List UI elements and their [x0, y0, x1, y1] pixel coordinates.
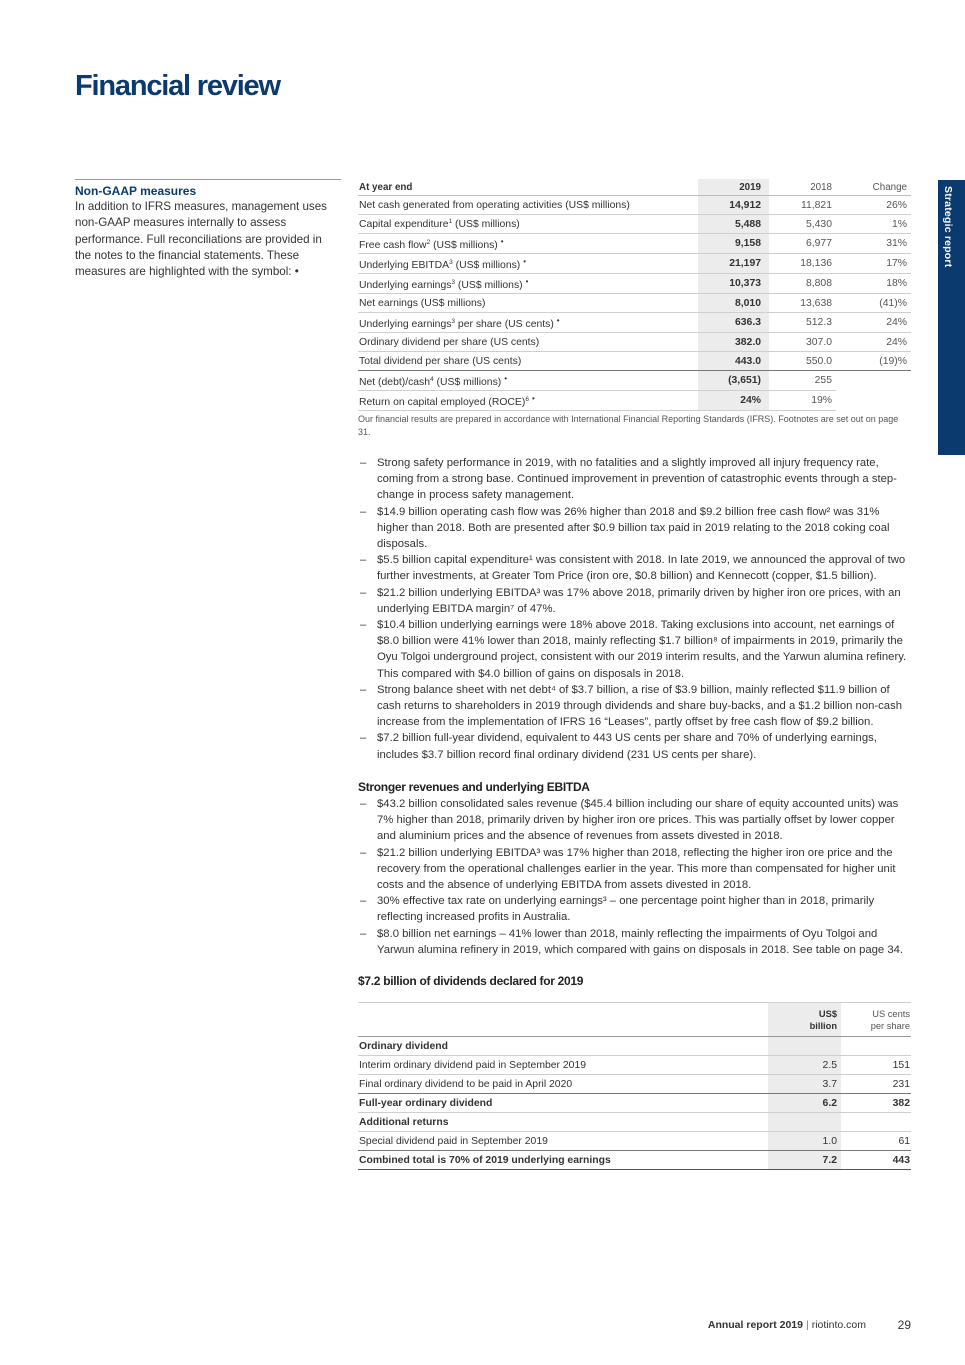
value-change: [836, 391, 911, 411]
row-label: Net earnings (US$ millions): [359, 297, 486, 309]
row-label: Additional returns: [358, 1113, 768, 1132]
table-row: [358, 1056, 911, 1075]
list-item: – Strong balance sheet with net debt⁴ of $3.7 billion, a rise of $3.9 billion, mainly reflected $11.9 billion of cash returns to shareholders in 2019 through dividends and share buy-backs, and a $1.2 billion non-cash increase from the implementation of IFRS 16 “Leases”, partly offset by free cash flow of $9.2 billion.: [358, 682, 910, 731]
row-label-suffix: (US$ millions): [452, 259, 521, 271]
value-change: 26%: [836, 196, 911, 215]
highlights-list: [358, 455, 910, 763]
list-item: – $10.4 billion underlying earnings were 18% above 2018. Taking exclusions into account, net earnings of $8.0 billion were 41% lower than 2018, mainly reflecting $1.7 billion⁸ of impairments in 2019, primarily the Oyu Tolgoi underground project, consistent with our 2019 interim results, and the Yarwun alumina refinery. This compared with $4.0 billion of gains on disposals in 2018.: [358, 617, 910, 682]
value-2019: 8,010: [698, 294, 769, 313]
footnote-ref: 4: [430, 375, 434, 383]
value-usd: 2.5: [768, 1056, 841, 1075]
table-row: [358, 234, 911, 254]
row-label-suffix: (US$ millions): [455, 279, 523, 291]
footnote-ref: 6: [525, 395, 529, 403]
list-item: – $7.2 billion full-year dividend, equivalent to 443 US cents per share and 70% of underlying earnings, includes $3.7 billion record final ordinary dividend (231 US cents per share).: [358, 730, 910, 762]
header-cents-line2: per share: [870, 1021, 910, 1031]
kpi-table: [358, 179, 911, 411]
table-row: [358, 333, 911, 352]
value-2018: 255: [769, 371, 836, 391]
kpi-header-change: Change: [836, 179, 911, 196]
value-2018: 18,136: [769, 254, 836, 274]
dividend-header-usd: [768, 1003, 841, 1037]
value-2019: 636.3: [698, 313, 769, 333]
footer-report-title: Annual report 2019: [707, 1319, 803, 1331]
table-row: [358, 215, 911, 234]
revenue-list: [358, 796, 910, 958]
value-change: 1%: [836, 215, 911, 234]
value-2018: 6,977: [769, 234, 836, 254]
list-item: – $21.2 billion underlying EBITDA³ was 17% above 2018, primarily driven by higher iron ore prices, with an underlying EBITDA margin⁷ of 47%.: [358, 585, 910, 617]
dividend-heading: $7.2 billion of dividends declared for 2019: [358, 974, 584, 988]
table-row: [358, 1132, 911, 1151]
row-label: Capital expenditure: [359, 218, 449, 230]
table-row: [358, 294, 911, 313]
row-label: Ordinary dividend per share (US cents): [359, 336, 540, 348]
value-2018: 5,430: [769, 215, 836, 234]
value-change: 17%: [836, 254, 911, 274]
dividend-header-cents: [841, 1003, 911, 1037]
value-change: 18%: [836, 274, 911, 294]
value-usd: [768, 1113, 841, 1132]
list-item: – 30% effective tax rate on underlying earnings³ – one percentage point higher than in 2018, primarily reflecting increased profits in Australia.: [358, 893, 910, 925]
header-cents-line1: US cents: [872, 1009, 910, 1019]
page-title: Financial review: [75, 70, 280, 102]
value-2018: 550.0: [769, 352, 836, 371]
value-change: (19)%: [836, 352, 911, 371]
non-gaap-dot-icon: •: [556, 315, 560, 325]
table-row: [358, 274, 911, 294]
table-row: [358, 371, 911, 391]
row-label-suffix: (US$ millions): [430, 239, 498, 251]
non-gaap-dot-icon: •: [523, 256, 527, 266]
value-2019: 24%: [698, 391, 769, 411]
value-change: (41)%: [836, 294, 911, 313]
non-gaap-heading: Non-GAAP measures: [75, 184, 197, 198]
value-usd: 6.2: [768, 1094, 841, 1113]
value-2019: 443.0: [698, 352, 769, 371]
value-2019: (3,651): [698, 371, 769, 391]
value-usd: [768, 1037, 841, 1056]
footnote-ref: 2: [426, 238, 431, 246]
row-label: Combined total is 70% of 2019 underlying earnings: [358, 1151, 768, 1170]
non-gaap-text: In addition to IFRS measures, management uses non-GAAP measures internally to assess performance. Full reconciliations are provided in the notes to the financial statements. These measures are highlighted with the symbol: •: [75, 200, 327, 279]
table-row: [358, 1075, 911, 1094]
row-label: Final ordinary dividend to be paid in April 2020: [358, 1075, 768, 1094]
value-2018: 13,638: [769, 294, 836, 313]
page-number: 29: [897, 1318, 911, 1332]
table-row: [358, 196, 911, 215]
row-label: Special dividend paid in September 2019: [358, 1132, 768, 1151]
list-item: – Strong safety performance in 2019, with no fatalities and a slightly improved all injury frequency rate, coming from a strong base. Continued improvement in prevention of catastrophic events through a step-change in process safety management.: [358, 455, 910, 504]
row-label: Total dividend per share (US cents): [359, 355, 522, 367]
value-2019: 9,158: [698, 234, 769, 254]
dividend-header-row: [358, 1003, 911, 1037]
section-tab[interactable]: [938, 180, 965, 455]
non-gaap-dot-icon: •: [525, 276, 529, 286]
dividend-table: [358, 1002, 911, 1170]
footnote-ref: 3: [451, 317, 456, 325]
revenue-heading: Stronger revenues and underlying EBITDA: [358, 780, 590, 794]
value-2019: 21,197: [698, 254, 769, 274]
list-item: – $8.0 billion net earnings – 41% lower than 2018, mainly reflecting the impairments of Oyu Tolgoi and Yarwun alumina refinery in 2019, which compared with gains on disposals in 2018. See table on page 34.: [358, 926, 910, 958]
list-item: – $5.5 billion capital expenditure¹ was consistent with 2018. In late 2019, we announced the approval of two further investments, at Greater Tom Price (iron ore, $0.8 billion) and Kennecott (copper, $1.5 billion).: [358, 552, 910, 584]
value-change: 24%: [836, 333, 911, 352]
footer-website-link[interactable]: riotinto.com: [811, 1319, 866, 1331]
row-label: Ordinary dividend: [358, 1037, 768, 1056]
value-cents: 151: [841, 1056, 911, 1075]
value-2018: 19%: [769, 391, 836, 411]
value-2018: 512.3: [769, 313, 836, 333]
value-cents: 61: [841, 1132, 911, 1151]
value-2018: 307.0: [769, 333, 836, 352]
footnote-ref: 3: [451, 278, 456, 286]
row-label: Interim ordinary dividend paid in September 2019: [358, 1056, 768, 1075]
row-label-suffix: per share (US cents): [455, 318, 554, 330]
table-row: [358, 254, 911, 274]
list-item: – $21.2 billion underlying EBITDA³ was 17% higher than 2018, reflecting the higher iron ore price and the recovery from the operational challenges earlier in the year. This more than compensated for higher unit costs and the absence of underlying EBITDA from assets divested in 2018.: [358, 845, 910, 894]
row-label: Net cash generated from operating activities (US$ millions): [359, 199, 630, 211]
header-usd-line1: US$: [818, 1009, 837, 1019]
row-label: Free cash flow: [359, 239, 427, 251]
row-label: Net (debt)/cash: [359, 376, 431, 388]
non-gaap-dot-icon: •: [500, 236, 504, 246]
kpi-header-label: At year end: [358, 179, 698, 196]
non-gaap-dot-icon: •: [531, 393, 535, 403]
value-usd: 1.0: [768, 1132, 841, 1151]
table-row: [358, 313, 911, 333]
value-2019: 5,488: [698, 215, 769, 234]
non-gaap-dot-icon: •: [504, 373, 508, 383]
row-label-suffix: (US$ millions): [452, 218, 520, 230]
value-usd: 3.7: [768, 1075, 841, 1094]
row-label: Underlying earnings: [359, 279, 452, 291]
value-2018: 11,821: [769, 196, 836, 215]
value-2019: 382.0: [698, 333, 769, 352]
dividend-header-blank: [358, 1003, 768, 1037]
table-row: [358, 352, 911, 371]
value-cents: [841, 1113, 911, 1132]
value-usd: 7.2: [768, 1151, 841, 1170]
page-footer: [600, 1319, 911, 1331]
footer-separator: |: [805, 1319, 809, 1331]
value-cents: 231: [841, 1075, 911, 1094]
row-label: Full-year ordinary dividend: [358, 1094, 768, 1113]
table-row: [358, 1037, 911, 1056]
section-tab-label: Strategic report: [942, 186, 954, 268]
kpi-header-2018: 2018: [769, 179, 836, 196]
row-label: Underlying earnings: [359, 318, 452, 330]
value-cents: [841, 1037, 911, 1056]
value-cents: 443: [841, 1151, 911, 1170]
table-row: [358, 1094, 911, 1113]
header-usd-line2: billion: [809, 1021, 837, 1031]
value-2019: 14,912: [698, 196, 769, 215]
value-change: 24%: [836, 313, 911, 333]
kpi-header-row: [358, 179, 911, 196]
value-2019: 10,373: [698, 274, 769, 294]
footnote-ref: 3: [449, 258, 453, 266]
kpi-header-2019: 2019: [698, 179, 769, 196]
non-gaap-note: [75, 179, 341, 280]
value-change: [836, 371, 911, 391]
table-row: [358, 1113, 911, 1132]
value-cents: 382: [841, 1094, 911, 1113]
value-change: 31%: [836, 234, 911, 254]
table-row: [358, 1151, 911, 1170]
list-item: – $14.9 billion operating cash flow was 26% higher than 2018 and $9.2 billion free cash flow² was 31% higher than 2018. Both are presented after $0.9 billion tax paid in 2019 relating to the 2018 coking coal disposals.: [358, 504, 910, 553]
list-item: – $43.2 billion consolidated sales revenue ($45.4 billion including our share of equity accounted units) was 7% higher than 2018, primarily driven by higher iron ore prices. This was partially offset by lower copper and aluminium prices and the absence of revenues from assets divested in 2018.: [358, 796, 910, 845]
table-footnote: Our financial results are prepared in accordance with International Financial Reporting Standards (IFRS). Footnotes are set out on page 31.: [358, 414, 899, 437]
row-label: Underlying EBITDA: [359, 259, 450, 271]
row-label-suffix: (US$ millions): [433, 376, 502, 388]
footnote-ref: 1: [448, 217, 453, 225]
table-row: [358, 391, 911, 411]
row-label: Return on capital employed (ROCE): [359, 396, 526, 408]
value-2018: 8,808: [769, 274, 836, 294]
